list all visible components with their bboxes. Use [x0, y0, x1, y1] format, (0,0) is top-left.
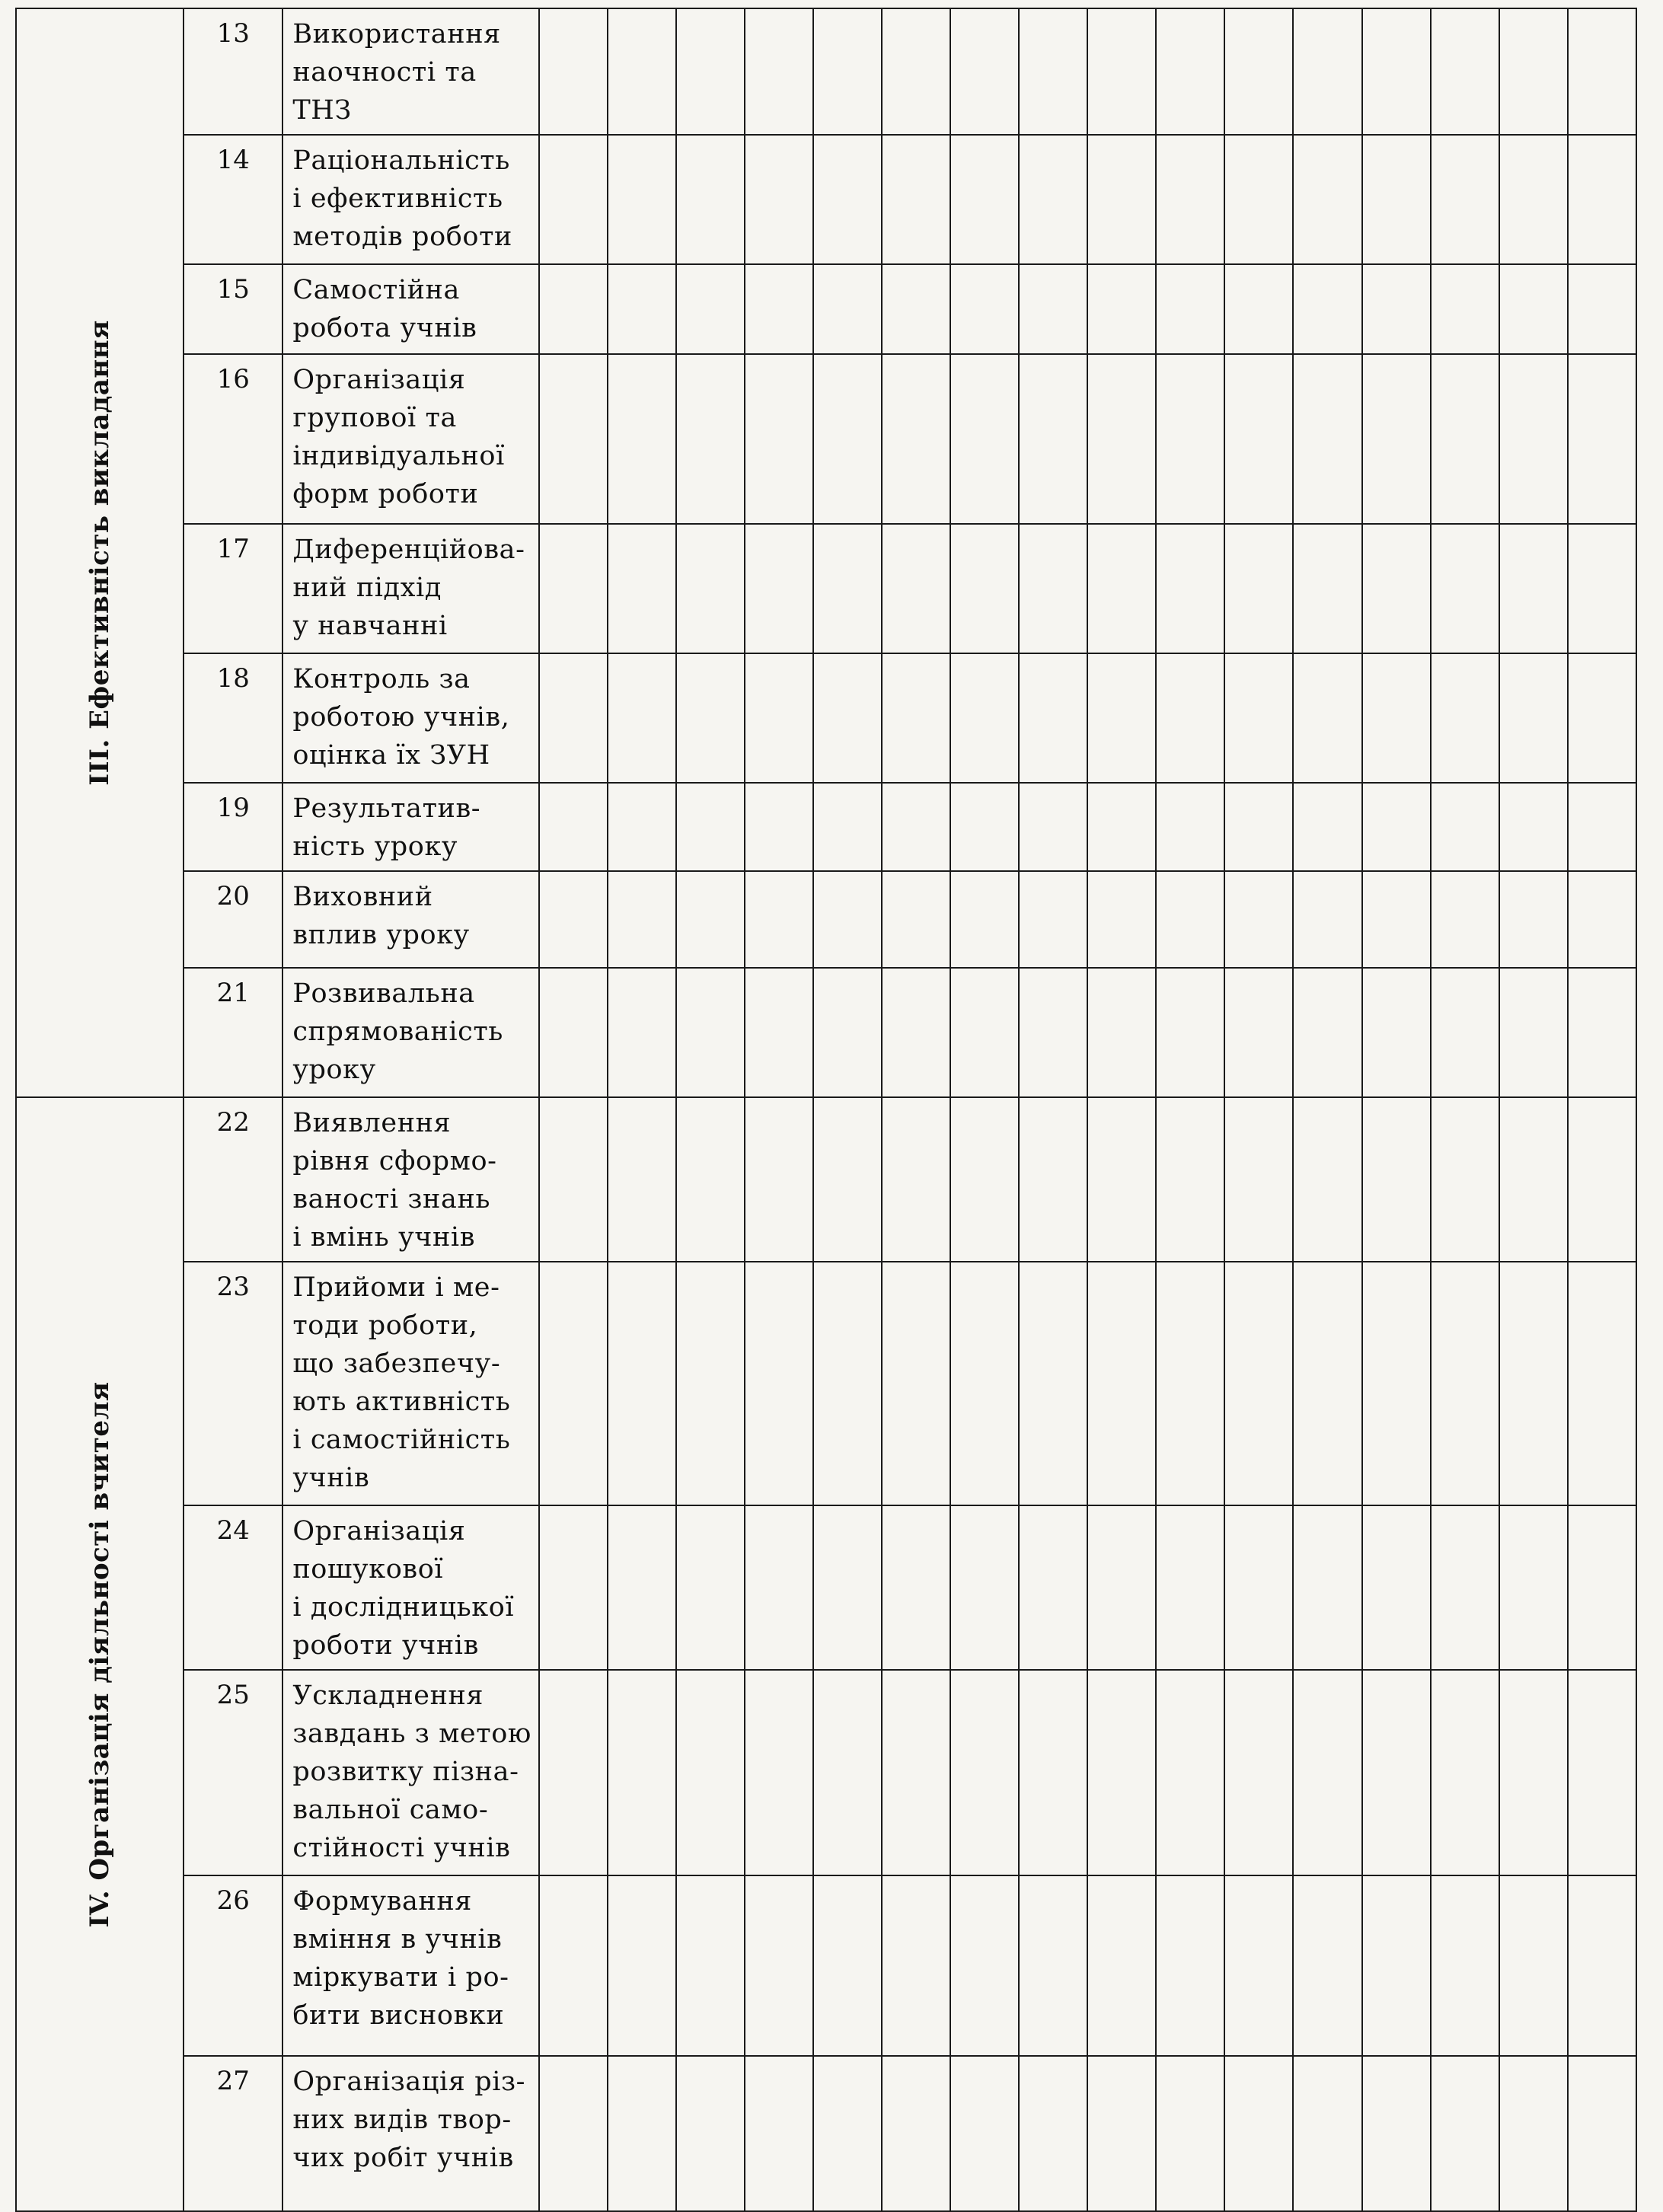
- score-cell[interactable]: [1293, 653, 1361, 783]
- score-cell[interactable]: [1156, 264, 1224, 354]
- row-number: 21: [184, 968, 282, 1097]
- score-cell[interactable]: [1499, 968, 1568, 1097]
- score-cell[interactable]: [813, 354, 882, 524]
- score-cell[interactable]: [1156, 1097, 1224, 1262]
- score-cell[interactable]: [676, 354, 745, 524]
- score-cell[interactable]: [745, 135, 813, 264]
- score-cell[interactable]: [1362, 871, 1431, 968]
- score-cell[interactable]: [1224, 1875, 1293, 2056]
- score-cell[interactable]: [1019, 264, 1087, 354]
- score-cell[interactable]: [1431, 1670, 1499, 1875]
- score-cell[interactable]: [1499, 1505, 1568, 1670]
- table-row: [16, 1670, 1636, 1875]
- table-row: [16, 264, 1636, 354]
- score-cell[interactable]: [608, 524, 676, 653]
- criterion-text: Виховний вплив уроку: [282, 871, 538, 968]
- score-cell[interactable]: [1019, 2056, 1087, 2211]
- score-cell[interactable]: [1499, 1097, 1568, 1262]
- criterion-text: Самостійна робота учнів: [282, 264, 538, 354]
- score-cell[interactable]: [1087, 135, 1156, 264]
- criterion-text: Результатив- ність уроку: [282, 783, 538, 871]
- score-cell[interactable]: [676, 524, 745, 653]
- score-cell[interactable]: [539, 2056, 608, 2211]
- score-cell[interactable]: [1224, 783, 1293, 871]
- score-cell[interactable]: [1224, 2056, 1293, 2211]
- score-cell[interactable]: [1568, 1097, 1636, 1262]
- lesson-evaluation-table: [15, 8, 1637, 2212]
- score-cell[interactable]: [1568, 264, 1636, 354]
- score-cell[interactable]: [882, 8, 950, 135]
- score-cell[interactable]: [1019, 524, 1087, 653]
- score-cell[interactable]: [1499, 354, 1568, 524]
- score-cell[interactable]: [539, 354, 608, 524]
- table-row: [16, 1505, 1636, 1670]
- score-cell[interactable]: [1293, 1262, 1361, 1505]
- criterion-text: Виявлення рівня сформо- ваності знань і вмінь учнів: [282, 1097, 538, 1262]
- score-cell[interactable]: [539, 264, 608, 354]
- score-cell[interactable]: [1431, 1262, 1499, 1505]
- score-cell[interactable]: [1499, 135, 1568, 264]
- score-cell[interactable]: [1224, 135, 1293, 264]
- score-cell[interactable]: [539, 1097, 608, 1262]
- score-cell[interactable]: [1293, 8, 1361, 135]
- score-cell[interactable]: [1499, 2056, 1568, 2211]
- score-cell[interactable]: [1362, 653, 1431, 783]
- score-cell[interactable]: [1019, 1875, 1087, 2056]
- score-cell[interactable]: [608, 264, 676, 354]
- score-cell[interactable]: [676, 783, 745, 871]
- score-cell[interactable]: [882, 871, 950, 968]
- score-cell[interactable]: [1224, 524, 1293, 653]
- table-row: [16, 1262, 1636, 1505]
- row-number: 22: [184, 1097, 282, 1262]
- score-cell[interactable]: [882, 524, 950, 653]
- score-cell[interactable]: [676, 968, 745, 1097]
- score-cell[interactable]: [1224, 1670, 1293, 1875]
- score-cell[interactable]: [813, 1505, 882, 1670]
- score-cell[interactable]: [1293, 1670, 1361, 1875]
- row-number: 14: [184, 135, 282, 264]
- score-cell[interactable]: [745, 783, 813, 871]
- score-cell[interactable]: [1568, 1505, 1636, 1670]
- score-cell[interactable]: [1224, 1505, 1293, 1670]
- score-cell[interactable]: [1087, 524, 1156, 653]
- score-cell[interactable]: [950, 653, 1019, 783]
- criterion-text: Організація різ- них видів твор- чих робіт учнів: [282, 2056, 538, 2211]
- score-cell[interactable]: [813, 1097, 882, 1262]
- table-row: [16, 8, 1636, 135]
- score-cell[interactable]: [745, 2056, 813, 2211]
- score-cell[interactable]: [1087, 2056, 1156, 2211]
- score-cell[interactable]: [745, 1670, 813, 1875]
- score-cell[interactable]: [1087, 354, 1156, 524]
- table-row: [16, 871, 1636, 968]
- score-cell[interactable]: [813, 1670, 882, 1875]
- score-cell[interactable]: [745, 1097, 813, 1262]
- score-cell[interactable]: [950, 8, 1019, 135]
- score-cell[interactable]: [1499, 1875, 1568, 2056]
- score-cell[interactable]: [1431, 264, 1499, 354]
- score-cell[interactable]: [1156, 1262, 1224, 1505]
- score-cell[interactable]: [745, 354, 813, 524]
- score-cell[interactable]: [1431, 8, 1499, 135]
- score-cell[interactable]: [950, 1505, 1019, 1670]
- score-cell[interactable]: [950, 968, 1019, 1097]
- score-cell[interactable]: [1431, 968, 1499, 1097]
- row-number: 23: [184, 1262, 282, 1505]
- score-cell[interactable]: [1568, 1670, 1636, 1875]
- score-cell[interactable]: [745, 524, 813, 653]
- score-cell[interactable]: [1568, 871, 1636, 968]
- score-cell[interactable]: [1087, 264, 1156, 354]
- score-cell[interactable]: [676, 2056, 745, 2211]
- score-cell[interactable]: [608, 1505, 676, 1670]
- score-cell[interactable]: [608, 354, 676, 524]
- score-cell[interactable]: [1362, 1875, 1431, 2056]
- score-cell[interactable]: [882, 1097, 950, 1262]
- score-cell[interactable]: [676, 1262, 745, 1505]
- score-cell[interactable]: [1019, 354, 1087, 524]
- score-cell[interactable]: [1499, 264, 1568, 354]
- table-row: [16, 524, 1636, 653]
- score-cell[interactable]: [539, 8, 608, 135]
- score-cell[interactable]: [1224, 653, 1293, 783]
- score-cell[interactable]: [1019, 135, 1087, 264]
- score-cell[interactable]: [608, 2056, 676, 2211]
- score-cell[interactable]: [1087, 1097, 1156, 1262]
- score-cell[interactable]: [1156, 8, 1224, 135]
- score-cell[interactable]: [1499, 783, 1568, 871]
- score-cell[interactable]: [1156, 1875, 1224, 2056]
- criterion-text: Диференційова- ний підхід у навчанні: [282, 524, 538, 653]
- score-cell[interactable]: [608, 783, 676, 871]
- section-cell: [16, 8, 184, 1097]
- score-cell[interactable]: [1293, 135, 1361, 264]
- score-cell[interactable]: [745, 8, 813, 135]
- score-cell[interactable]: [813, 1262, 882, 1505]
- score-cell[interactable]: [1362, 1670, 1431, 1875]
- row-number: 19: [184, 783, 282, 871]
- score-cell[interactable]: [1568, 653, 1636, 783]
- score-cell[interactable]: [813, 264, 882, 354]
- criterion-text: Організація групової та індивідуальної форм роботи: [282, 354, 538, 524]
- score-cell[interactable]: [813, 968, 882, 1097]
- score-cell[interactable]: [1293, 1505, 1361, 1670]
- table-row: [16, 354, 1636, 524]
- score-cell[interactable]: [745, 1505, 813, 1670]
- score-cell[interactable]: [1087, 1505, 1156, 1670]
- score-cell[interactable]: [1087, 968, 1156, 1097]
- score-cell[interactable]: [1293, 1875, 1361, 2056]
- score-cell[interactable]: [882, 354, 950, 524]
- section-cell: [16, 1097, 184, 2211]
- score-cell[interactable]: [1568, 8, 1636, 135]
- score-cell[interactable]: [608, 1097, 676, 1262]
- criterion-text: Використання наочності та ТНЗ: [282, 8, 538, 135]
- score-cell[interactable]: [813, 783, 882, 871]
- score-cell[interactable]: [1499, 8, 1568, 135]
- score-cell[interactable]: [539, 1670, 608, 1875]
- criterion-text: Прийоми і ме- тоди роботи, що забезпечу- ють активність і самостійність учнів: [282, 1262, 538, 1505]
- score-cell[interactable]: [1224, 1097, 1293, 1262]
- score-cell[interactable]: [1019, 8, 1087, 135]
- score-cell[interactable]: [882, 1262, 950, 1505]
- score-cell[interactable]: [1224, 354, 1293, 524]
- score-cell[interactable]: [1431, 653, 1499, 783]
- row-number: 27: [184, 2056, 282, 2211]
- score-cell[interactable]: [1087, 1875, 1156, 2056]
- score-cell[interactable]: [1499, 524, 1568, 653]
- score-cell[interactable]: [1156, 135, 1224, 264]
- score-cell[interactable]: [608, 653, 676, 783]
- score-cell[interactable]: [1087, 1670, 1156, 1875]
- score-cell[interactable]: [676, 1875, 745, 2056]
- score-cell[interactable]: [1156, 524, 1224, 653]
- score-cell[interactable]: [1087, 653, 1156, 783]
- score-cell[interactable]: [813, 2056, 882, 2211]
- score-cell[interactable]: [1019, 783, 1087, 871]
- score-cell[interactable]: [950, 264, 1019, 354]
- score-cell[interactable]: [882, 1875, 950, 2056]
- score-cell[interactable]: [539, 1262, 608, 1505]
- score-cell[interactable]: [1362, 8, 1431, 135]
- score-cell[interactable]: [1431, 783, 1499, 871]
- score-cell[interactable]: [539, 1875, 608, 2056]
- score-cell[interactable]: [1362, 1505, 1431, 1670]
- score-cell[interactable]: [1293, 871, 1361, 968]
- score-cell[interactable]: [1087, 8, 1156, 135]
- score-cell[interactable]: [813, 1875, 882, 2056]
- score-cell[interactable]: [1156, 871, 1224, 968]
- score-cell[interactable]: [1156, 2056, 1224, 2211]
- score-cell[interactable]: [745, 264, 813, 354]
- score-cell[interactable]: [1087, 871, 1156, 968]
- row-number: 18: [184, 653, 282, 783]
- score-cell[interactable]: [608, 1875, 676, 2056]
- score-cell[interactable]: [1568, 354, 1636, 524]
- table-row: [16, 1097, 1636, 1262]
- score-cell[interactable]: [1431, 524, 1499, 653]
- row-number: 24: [184, 1505, 282, 1670]
- score-cell[interactable]: [1019, 1505, 1087, 1670]
- score-cell[interactable]: [539, 653, 608, 783]
- score-cell[interactable]: [1362, 2056, 1431, 2211]
- score-cell[interactable]: [1568, 524, 1636, 653]
- score-cell[interactable]: [882, 1505, 950, 1670]
- score-cell[interactable]: [1431, 871, 1499, 968]
- score-cell[interactable]: [1431, 1097, 1499, 1262]
- criterion-text: Розвивальна спрямованість уроку: [282, 968, 538, 1097]
- score-cell[interactable]: [676, 1505, 745, 1670]
- score-cell[interactable]: [539, 783, 608, 871]
- score-cell[interactable]: [882, 968, 950, 1097]
- table-row: [16, 968, 1636, 1097]
- score-cell[interactable]: [1087, 783, 1156, 871]
- row-number: 15: [184, 264, 282, 354]
- score-cell[interactable]: [1224, 871, 1293, 968]
- score-cell[interactable]: [1362, 968, 1431, 1097]
- score-cell[interactable]: [1431, 2056, 1499, 2211]
- score-cell[interactable]: [1431, 135, 1499, 264]
- score-cell[interactable]: [1293, 783, 1361, 871]
- score-cell[interactable]: [1568, 783, 1636, 871]
- score-cell[interactable]: [882, 264, 950, 354]
- score-cell[interactable]: [539, 871, 608, 968]
- score-cell[interactable]: [676, 653, 745, 783]
- score-cell[interactable]: [813, 653, 882, 783]
- score-cell[interactable]: [950, 871, 1019, 968]
- section-title: IV. Організація діяльності вчителя: [85, 1381, 116, 1928]
- table-row: [16, 2056, 1636, 2211]
- row-number: 26: [184, 1875, 282, 2056]
- score-cell[interactable]: [1499, 1262, 1568, 1505]
- section-title: III. Ефективність викладання: [85, 320, 116, 786]
- score-cell[interactable]: [1362, 1097, 1431, 1262]
- score-cell[interactable]: [745, 968, 813, 1097]
- score-cell[interactable]: [1293, 1097, 1361, 1262]
- score-cell[interactable]: [539, 968, 608, 1097]
- score-cell[interactable]: [745, 1875, 813, 2056]
- table-row: [16, 1875, 1636, 2056]
- score-cell[interactable]: [1224, 264, 1293, 354]
- score-cell[interactable]: [1568, 1875, 1636, 2056]
- criterion-text: Організація пошукової і дослідницької роботи учнів: [282, 1505, 538, 1670]
- score-cell[interactable]: [950, 1097, 1019, 1262]
- score-cell[interactable]: [882, 653, 950, 783]
- score-cell[interactable]: [1156, 1670, 1224, 1875]
- score-cell[interactable]: [950, 1262, 1019, 1505]
- score-cell[interactable]: [539, 1505, 608, 1670]
- score-cell[interactable]: [1362, 354, 1431, 524]
- score-cell[interactable]: [1224, 1262, 1293, 1505]
- criterion-text: Формування вміння в учнів міркувати і ро- бити висновки: [282, 1875, 538, 2056]
- score-cell[interactable]: [1156, 1505, 1224, 1670]
- score-cell[interactable]: [1568, 968, 1636, 1097]
- score-cell[interactable]: [1568, 2056, 1636, 2211]
- score-cell[interactable]: [813, 871, 882, 968]
- score-cell[interactable]: [1019, 1670, 1087, 1875]
- score-cell[interactable]: [1156, 653, 1224, 783]
- score-cell[interactable]: [1019, 1097, 1087, 1262]
- score-cell[interactable]: [950, 524, 1019, 653]
- score-cell[interactable]: [1293, 264, 1361, 354]
- evaluation-table-sheet: [15, 8, 1637, 2179]
- score-cell[interactable]: [676, 871, 745, 968]
- row-number: 17: [184, 524, 282, 653]
- score-cell[interactable]: [539, 135, 608, 264]
- score-cell[interactable]: [1362, 524, 1431, 653]
- score-cell[interactable]: [1293, 524, 1361, 653]
- row-number: 20: [184, 871, 282, 968]
- score-cell[interactable]: [608, 8, 676, 135]
- score-cell[interactable]: [882, 135, 950, 264]
- criterion-text: Ускладнення завдань з метою розвитку пізна- вальної само- стійності учнів: [282, 1670, 538, 1875]
- score-cell[interactable]: [1019, 1262, 1087, 1505]
- score-cell[interactable]: [1019, 968, 1087, 1097]
- score-cell[interactable]: [950, 135, 1019, 264]
- score-cell[interactable]: [1293, 2056, 1361, 2211]
- score-cell[interactable]: [1224, 968, 1293, 1097]
- row-number: 16: [184, 354, 282, 524]
- table-row: [16, 135, 1636, 264]
- score-cell[interactable]: [745, 871, 813, 968]
- score-cell[interactable]: [882, 2056, 950, 2211]
- score-cell[interactable]: [608, 871, 676, 968]
- row-number: 13: [184, 8, 282, 135]
- score-cell[interactable]: [813, 524, 882, 653]
- score-cell[interactable]: [1568, 1262, 1636, 1505]
- score-cell[interactable]: [608, 135, 676, 264]
- score-cell[interactable]: [676, 1097, 745, 1262]
- score-cell[interactable]: [1293, 354, 1361, 524]
- score-cell[interactable]: [1362, 135, 1431, 264]
- score-cell[interactable]: [745, 653, 813, 783]
- score-cell[interactable]: [813, 135, 882, 264]
- score-cell[interactable]: [1019, 653, 1087, 783]
- score-cell[interactable]: [950, 2056, 1019, 2211]
- score-cell[interactable]: [1293, 968, 1361, 1097]
- score-cell[interactable]: [539, 524, 608, 653]
- score-cell[interactable]: [1087, 1262, 1156, 1505]
- score-cell[interactable]: [950, 1670, 1019, 1875]
- score-cell[interactable]: [1362, 264, 1431, 354]
- score-cell[interactable]: [745, 1262, 813, 1505]
- score-cell[interactable]: [1156, 968, 1224, 1097]
- score-cell[interactable]: [813, 8, 882, 135]
- score-cell[interactable]: [608, 1670, 676, 1875]
- score-cell[interactable]: [1499, 871, 1568, 968]
- score-cell[interactable]: [676, 135, 745, 264]
- score-cell[interactable]: [1362, 783, 1431, 871]
- criterion-text: Раціональність і ефективність методів роботи: [282, 135, 538, 264]
- score-cell[interactable]: [1156, 783, 1224, 871]
- criterion-text: Контроль за роботою учнів, оцінка їх ЗУН: [282, 653, 538, 783]
- score-cell[interactable]: [950, 1875, 1019, 2056]
- score-cell[interactable]: [950, 783, 1019, 871]
- table-row: [16, 653, 1636, 783]
- score-cell[interactable]: [1224, 8, 1293, 135]
- score-cell[interactable]: [1156, 354, 1224, 524]
- score-cell[interactable]: [1499, 1670, 1568, 1875]
- score-cell[interactable]: [676, 1670, 745, 1875]
- score-cell[interactable]: [1568, 135, 1636, 264]
- score-cell[interactable]: [1019, 871, 1087, 968]
- score-cell[interactable]: [1431, 1505, 1499, 1670]
- score-cell[interactable]: [882, 783, 950, 871]
- score-cell[interactable]: [676, 8, 745, 135]
- score-cell[interactable]: [950, 354, 1019, 524]
- score-cell[interactable]: [608, 1262, 676, 1505]
- score-cell[interactable]: [1499, 653, 1568, 783]
- score-cell[interactable]: [676, 264, 745, 354]
- score-cell[interactable]: [882, 1670, 950, 1875]
- score-cell[interactable]: [608, 968, 676, 1097]
- table-row: [16, 783, 1636, 871]
- score-cell[interactable]: [1362, 1262, 1431, 1505]
- row-number: 25: [184, 1670, 282, 1875]
- score-cell[interactable]: [1431, 1875, 1499, 2056]
- score-cell[interactable]: [1431, 354, 1499, 524]
